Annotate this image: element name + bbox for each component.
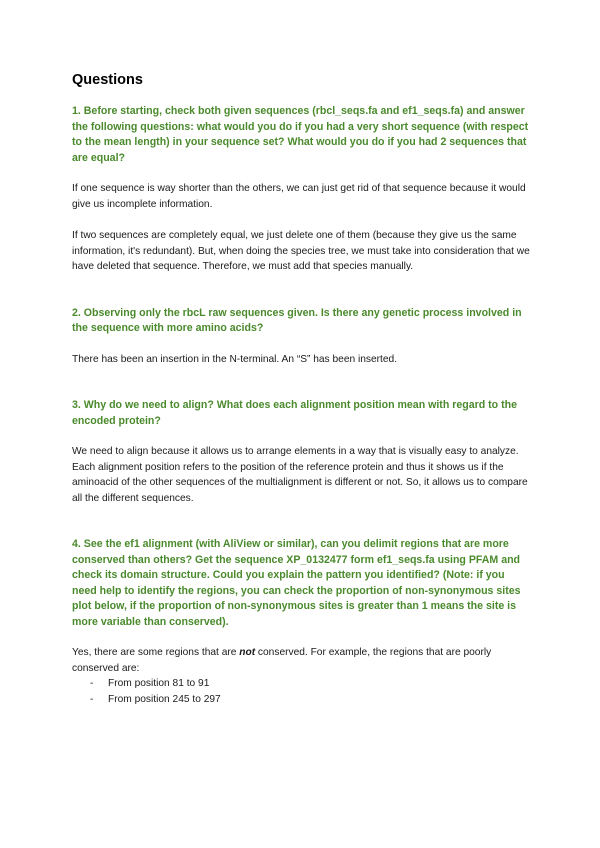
document-page [72, 72, 532, 707]
region-list [72, 676, 532, 707]
answer-4-pre: Yes, there are some regions that are [72, 647, 240, 658]
answer-4-emphasis: not [239, 647, 256, 658]
answer-3-paragraph-2: Each alignment position refers to the position of the reference protein and thus it shows us if the aminoacid of the other sequences of the multialignment is different or not. So, it allows us to compare all the different sequences. [72, 461, 528, 504]
answer-4-post: conserved. For example, the regions that are poorly conserved are: [72, 647, 492, 674]
list-dash: - [90, 693, 94, 705]
answer-1-paragraph-1: If one sequence is way shorter than the others, we can just get rid of that sequence because it would give us incomplete information. [72, 183, 526, 210]
list-dash: - [90, 678, 94, 689]
answer-1-paragraph-2: If two sequences are completely equal, we just delete one of them (because they give us the same information, it's redundant). But, when doing the species tree, we must take into consideration that we have deleted that sequence. Therefore, we must add that species manually. [72, 230, 530, 272]
answer-4 [72, 645, 532, 676]
question-3: 3. Why do we need to align? What does each alignment position mean with regard to the encoded protein? [72, 399, 517, 427]
answer-2: There has been an insertion in the N-terminal. An “S” has been inserted. [72, 353, 398, 365]
answer-3-paragraph-1: We need to align because it allows us to arrange elements in a way that is visually easy to analyze. [72, 446, 519, 457]
page-title: Questions [72, 72, 143, 88]
list-item [90, 676, 532, 692]
list-item [90, 692, 532, 708]
question-2: 2. Observing only the rbcL raw sequences given. Is there any genetic process involved in the sequence with more amino acids? [72, 306, 522, 334]
question-1: 1. Before starting, check both given sequences (rbcl_seqs.fa and ef1_seqs.fa) and answer the following questions: what would you do if you had a very short sequence (with respect to the mean length) in your sequence set? What would you do if you had 2 sequences that are equal? [72, 105, 529, 164]
list-item-text: From position 245 to 297 [108, 693, 221, 705]
question-4: 4. See the ef1 alignment (with AliView or similar), can you delimit regions that are more conserved than others? Get the sequence XP_0132477 form ef1_seqs.fa using PFAM and check its domain structure. Could you explain the pattern you identified? (Note: if you need help to identify the regions, you can check the proportion of non-synonymous sites plot below, if the proportion of non-synonymous sites is greater than 1 means the site is more variable than conserved). [72, 538, 521, 628]
list-item-text: From position 81 to 91 [108, 678, 210, 689]
